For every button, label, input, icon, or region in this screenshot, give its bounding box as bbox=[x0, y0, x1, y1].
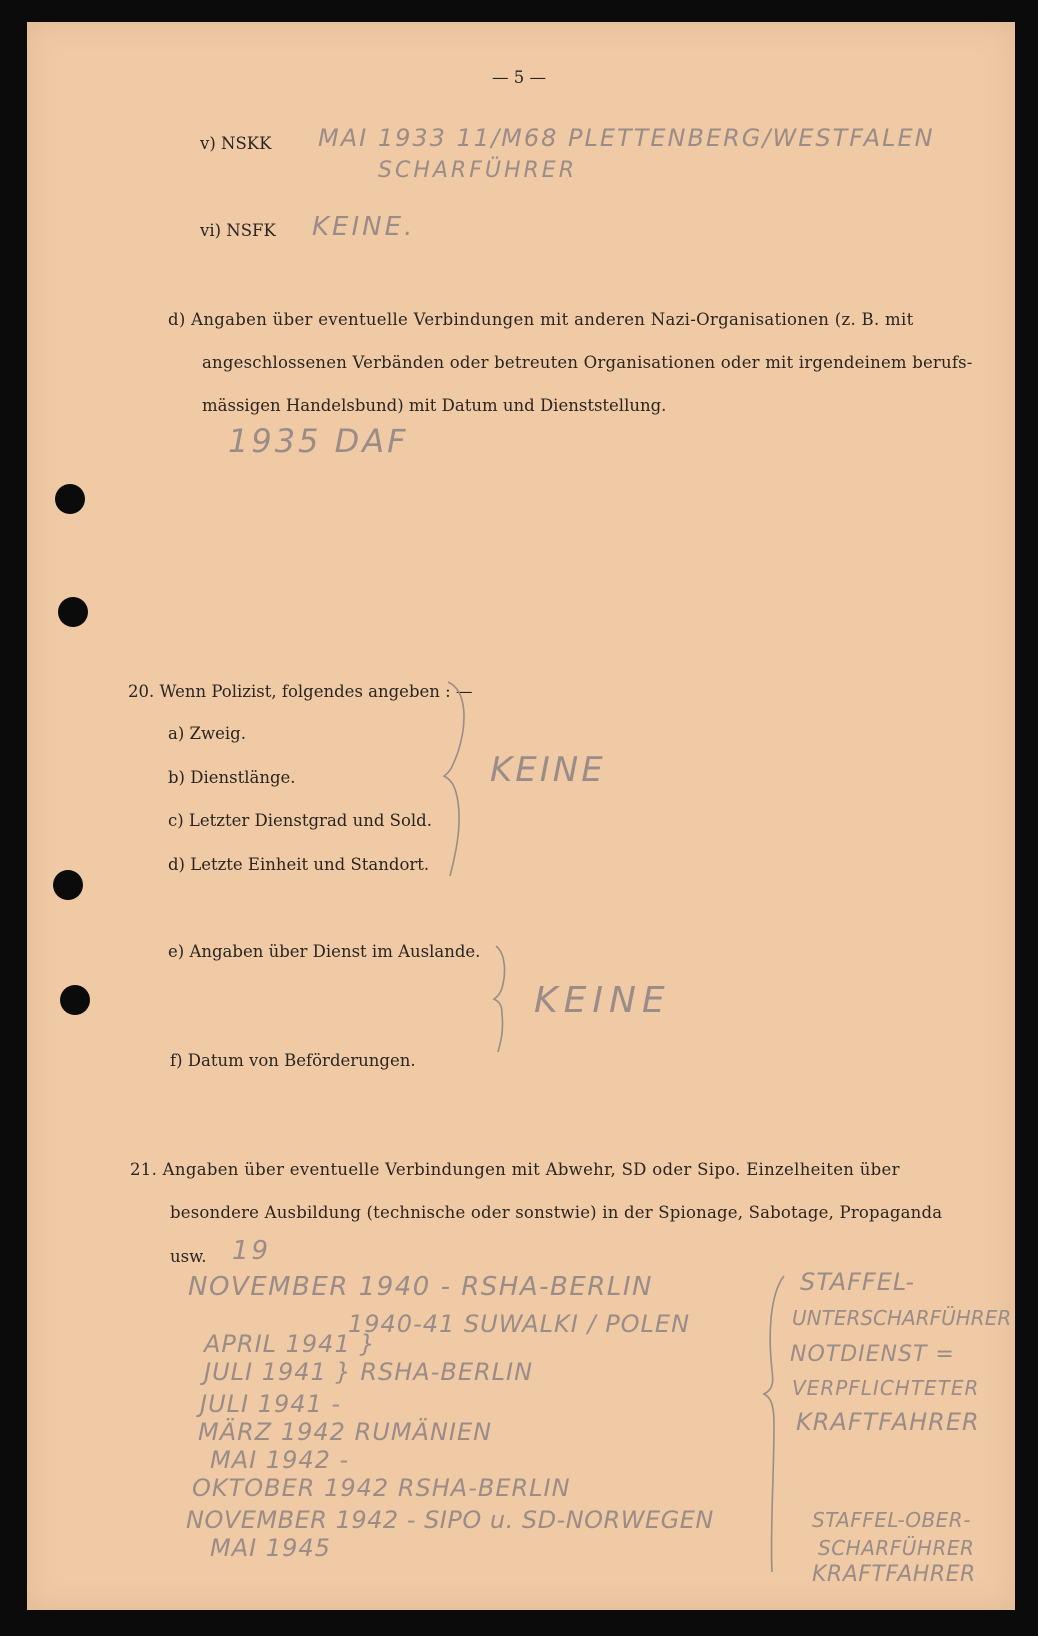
rank-text: NOTDIENST = bbox=[790, 1342, 955, 1367]
question-20-c: c) Letzter Dienstgrad und Sold. bbox=[168, 811, 432, 830]
question-21-line-3: usw. bbox=[170, 1247, 207, 1266]
service-entry: APRIL 1941 } bbox=[204, 1330, 376, 1358]
question-20-abcd-handwritten: KEINE bbox=[490, 750, 606, 790]
service-entry: NOVEMBER 1940 - RSHA-BERLIN bbox=[188, 1272, 653, 1302]
rank-text: SCHARFÜHRER bbox=[818, 1536, 975, 1560]
service-entry: 1940-41 SUWALKI / POLEN bbox=[348, 1310, 691, 1338]
question-20-f: f) Datum von Beförderungen. bbox=[170, 1051, 416, 1070]
question-20-title: 20. Wenn Polizist, folgendes angeben : — bbox=[128, 682, 473, 701]
section-d-handwritten-entry: 1935 DAF bbox=[228, 422, 409, 460]
question-21-handwritten-mark: 19 bbox=[232, 1236, 272, 1266]
service-entry: OKTOBER 1942 RSHA-BERLIN bbox=[192, 1474, 571, 1502]
question-20-d: d) Letzte Einheit und Standort. bbox=[168, 855, 430, 874]
section-d-line-2: angeschlossenen Verbänden oder betreuten Organisationen oder mit irgendeinem berufs- bbox=[202, 353, 973, 372]
curly-brace-icon bbox=[762, 1274, 792, 1574]
rank-text: STAFFEL- bbox=[800, 1268, 916, 1296]
service-entry: NOVEMBER 1942 - SIPO u. SD-NORWEGEN bbox=[186, 1506, 714, 1534]
page-number: — 5 — bbox=[492, 68, 546, 87]
rank-text: VERPFLICHTETER bbox=[792, 1376, 980, 1400]
question-20-b: b) Dienstlänge. bbox=[168, 768, 296, 787]
question-20-ef-handwritten: KEINE bbox=[534, 980, 671, 1021]
rank-text: UNTERSCHARFÜHRER bbox=[792, 1306, 1012, 1330]
section-d-line-1: d) Angaben über eventuelle Verbindungen mit anderen Nazi-Organisationen (z. B. mit bbox=[168, 310, 914, 329]
question-21-line-1: 21. Angaben über eventuelle Verbindungen mit Abwehr, SD oder Sipo. Einzelheiten über bbox=[130, 1160, 900, 1179]
rank-text: KRAFTFAHRER bbox=[812, 1562, 976, 1587]
section-d-line-3: mässigen Handelsbund) mit Datum und Dienststellung. bbox=[202, 396, 667, 415]
question-20-a: a) Zweig. bbox=[168, 724, 246, 743]
punch-hole bbox=[53, 870, 83, 900]
nsfk-handwritten-entry: KEINE. bbox=[312, 212, 416, 242]
question-20-e: e) Angaben über Dienst im Auslande. bbox=[168, 942, 481, 961]
rank-text: STAFFEL-OBER- bbox=[812, 1508, 971, 1532]
service-entry: MAI 1942 - bbox=[210, 1446, 350, 1474]
service-entry: MÄRZ 1942 RUMÄNIEN bbox=[198, 1418, 493, 1446]
punch-hole bbox=[60, 985, 90, 1015]
service-entry: JULI 1941 } RSHA-BERLIN bbox=[204, 1358, 534, 1386]
punch-hole bbox=[55, 484, 85, 514]
question-21-line-2: besondere Ausbildung (technische oder sonstwie) in der Spionage, Sabotage, Propaganda bbox=[170, 1203, 943, 1222]
nskk-label: v) NSKK bbox=[200, 134, 272, 153]
curly-brace-icon bbox=[440, 680, 480, 880]
service-entry: JULI 1941 - bbox=[200, 1390, 342, 1418]
punch-hole bbox=[58, 597, 88, 627]
curly-brace-icon bbox=[492, 944, 522, 1054]
nskk-handwritten-rank: SCHARFÜHRER bbox=[378, 158, 577, 183]
nskk-handwritten-entry: MAI 1933 11/M68 PLETTENBERG/WESTFALEN bbox=[318, 124, 935, 152]
service-entry: MAI 1945 bbox=[210, 1534, 331, 1562]
rank-text: KRAFTFAHRER bbox=[796, 1408, 980, 1436]
nsfk-label: vi) NSFK bbox=[200, 221, 276, 240]
